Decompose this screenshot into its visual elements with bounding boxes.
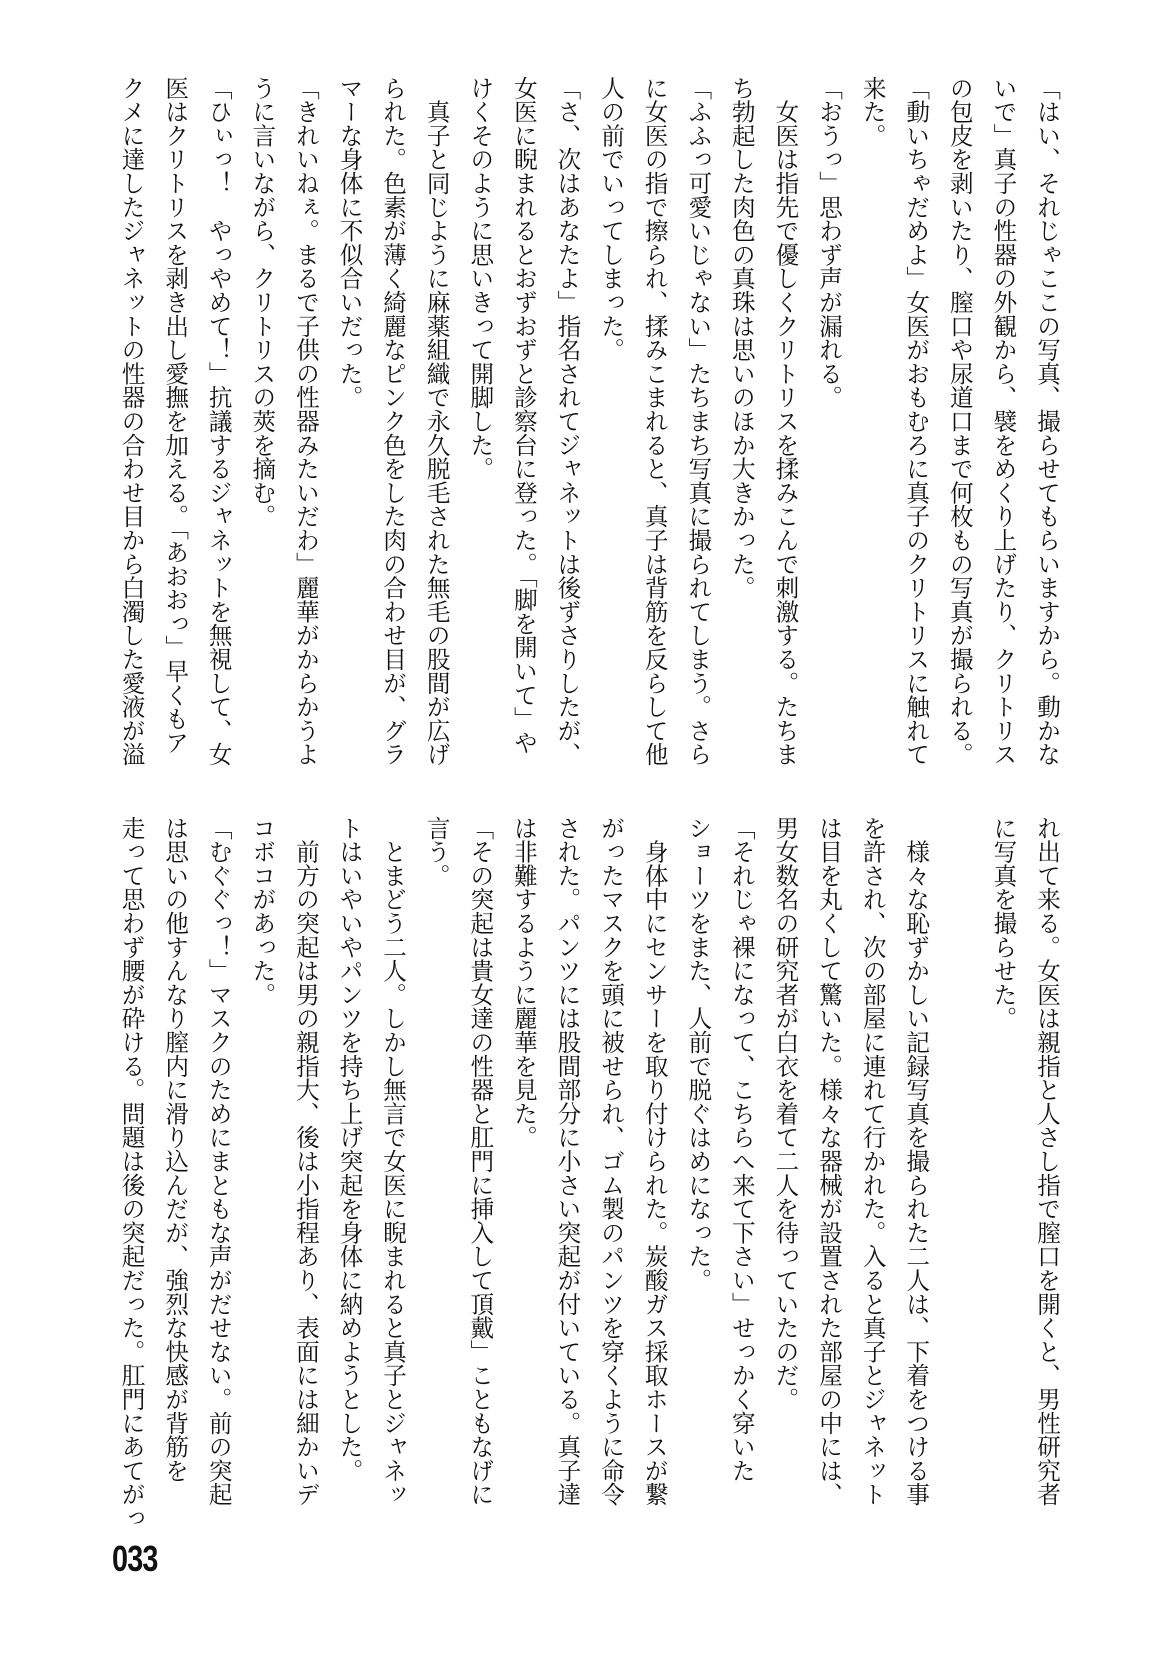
text-column: 「はい、それじゃここの写真、撮らせてもらいますから。動かな [1033,76,1061,767]
upper-text-block [109,76,1068,776]
text-column: の包皮を剥いたり、膣口や尿道口まで何枚もの写真が撮られる。 [945,76,974,767]
text-column: 言う。 [422,816,451,888]
text-column: 「おうっ」思わず声が漏れる。 [815,76,844,410]
text-column: は非難するように麗華を見た。 [509,816,538,1150]
text-column: マーな身体に不似合いだった。 [335,76,364,410]
text-column: とまどう二人。しかし無言で女医に睨まれると真子とジャネッ [379,816,408,1507]
text-column: 人の前でいってしまった。 [597,76,626,362]
text-column: 「その突起は貴女達の性器と肛門に挿入して頂戴」こともなげに [466,816,495,1507]
text-column: を許され、次の部屋に連れて行かれた。入ると真子とジャネット [858,816,887,1507]
text-column: いで」真子の性器の外観から、襞をめくり上げたり、クリトリス [989,76,1018,767]
text-column: 前方の突起は男の親指大、後は小指程あり、表面には細かいデ [291,816,320,1507]
text-column: 「さ、次はあなたよ」指名されてジャネットは後ずさりしたが、 [553,76,582,767]
text-column: は思いの他すんなり膣内に滑り込んだが、強烈な快感が背筋を [161,816,190,1483]
text-column: れ出て来る。女医は親指と人さし指で膣口を開くと、男性研究者 [1033,816,1061,1507]
page-number: 033 [112,1538,158,1579]
text-column: がったマスクを頭に被せられ、ゴム製のパンツを穿くように命令 [597,816,626,1507]
text-column: 「ふふっ可愛いじゃない」たちまち写真に撮られてしまう。さら [684,76,713,767]
text-column: 来た。 [858,76,887,148]
text-column: 医はクリトリスを剥き出し愛撫を加える。「あおおっ」早くもア [161,76,190,755]
text-column: 女医は指先で優しくクリトリスを揉みこんで刺激する。たちま [771,76,800,767]
text-column: に写真を撮らせた。 [989,816,1018,1031]
text-column: は目を丸くして驚いた。様々な器械が設置された部屋の中には、 [815,816,844,1507]
text-column: 「むぐぐっ！」マスクのためにまともな声がだせない。前の突起 [204,816,233,1507]
text-column: 「動いちゃだめよ」女医がおもむろに真子のクリトリスに触れて [902,76,931,767]
text-column: られた。色素が薄く綺麗なピンク色をした肉の合わせ目が、グラ [379,76,408,767]
text-column: クメに達したジャネットの性器の合わせ目から白濁した愛液が溢 [117,76,146,767]
text-column: トはいやいやパンツを持ち上げ突起を身体に納めようとした。 [335,816,364,1483]
text-column: 「きれいねぇ。まるで子供の性器みたいだわ」麗華がからかうよ [291,76,320,767]
text-column: 「ひぃっ！ やっやめて！」抗議するジャネットを無視して、女 [204,76,233,767]
text-column: けくそのように思いきって開脚した。 [466,76,495,481]
text-column: 「それじゃ裸になって、こちらへ来て下さい」せっかく穿いた [727,816,756,1483]
text-column: 男女数名の研究者が白衣を着て二人を待っていたのだ。 [771,816,800,1411]
lower-text-block [109,816,1068,1530]
text-column: うに言いながら、クリトリスの莢を摘む。 [248,76,277,529]
text-column: 女医に睨まれるとおずおずと診察台に登った。「脚を開いて」や [509,76,538,755]
text-column: 真子と同じように麻薬組織で永久脱毛された無毛の股間が広げ [422,76,451,767]
text-column: 走って思わず腰が砕ける。問題は後の突起だった。肛門にあてがっ [117,816,146,1530]
text-column [937,816,981,1516]
text-column: ち勃起した肉色の真珠は思いのほか大きかった。 [727,76,756,600]
text-column: された。パンツには股間部分に小さい突起が付いている。真子達 [553,816,582,1507]
text-column: 身体中にセンサーを取り付けられた。炭酸ガス採取ホースが繋 [640,816,669,1507]
text-column: コボコがあった。 [248,816,277,1007]
text-column: ショーツをまた、人前で脱ぐはめになった。 [684,816,713,1292]
text-column: 様々な恥ずかしい記録写真を撮られた二人は、下着をつける事 [902,816,931,1507]
text-column: に女医の指で擦られ、揉みこまれると、真子は背筋を反らして他 [640,76,669,767]
